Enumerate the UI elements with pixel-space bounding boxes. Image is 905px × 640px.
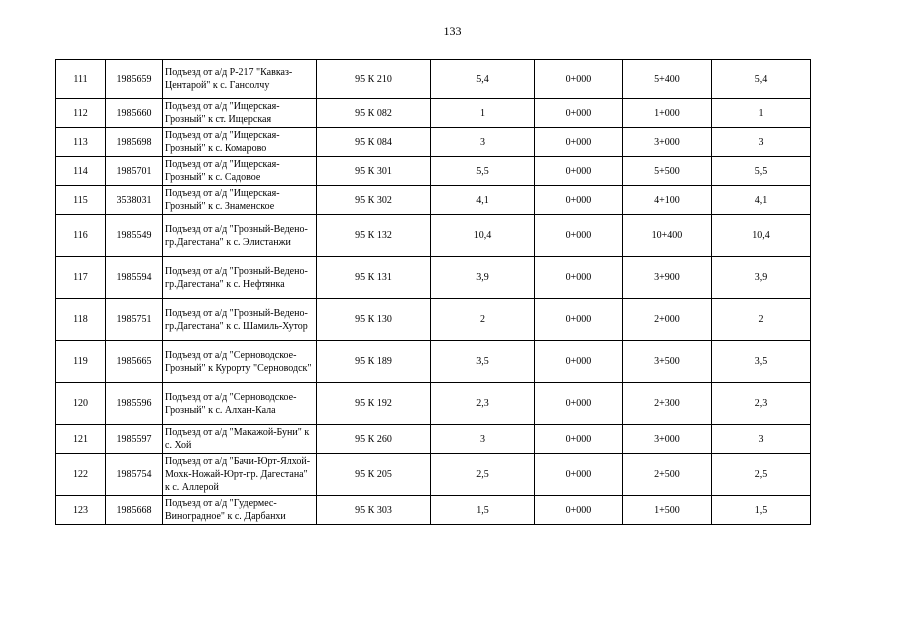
table-row — [56, 128, 811, 157]
road-code: 95 К 302 — [317, 186, 431, 215]
start-km: 0+000 — [535, 341, 623, 383]
end-km: 1+000 — [623, 99, 712, 128]
start-km: 0+000 — [535, 60, 623, 99]
road-id: 1985659 — [106, 60, 163, 99]
total-length: 2,3 — [712, 383, 811, 425]
row-number: 118 — [56, 299, 106, 341]
road-name: Подъезд от а/д "Ищерская-Грозный" к с. Комарово — [163, 128, 317, 157]
road-code: 95 К 084 — [317, 128, 431, 157]
road-name: Подъезд от а/д "Гудермес-Виноградное" к с. Дарбанхи — [163, 496, 317, 525]
row-number: 115 — [56, 186, 106, 215]
start-km: 0+000 — [535, 99, 623, 128]
row-number: 123 — [56, 496, 106, 525]
road-code: 95 К 260 — [317, 425, 431, 454]
table-row — [56, 257, 811, 299]
row-number: 119 — [56, 341, 106, 383]
road-name: Подъезд от а/д Р-217 "Кавказ-Центарой" к с. Гансолчу — [163, 60, 317, 99]
road-length: 3,9 — [431, 257, 535, 299]
road-name: Подъезд от а/д "Грозный-Ведено-гр.Дагестана" к с. Нефтянка — [163, 257, 317, 299]
end-km: 2+000 — [623, 299, 712, 341]
table-body — [56, 60, 811, 525]
end-km: 3+000 — [623, 425, 712, 454]
road-name: Подъезд от а/д "Ищерская-Грозный" к с. Садовое — [163, 157, 317, 186]
total-length: 3 — [712, 425, 811, 454]
road-id: 1985596 — [106, 383, 163, 425]
total-length: 2,5 — [712, 454, 811, 496]
start-km: 0+000 — [535, 128, 623, 157]
start-km: 0+000 — [535, 454, 623, 496]
road-id: 1985549 — [106, 215, 163, 257]
start-km: 0+000 — [535, 496, 623, 525]
row-number: 114 — [56, 157, 106, 186]
table-row — [56, 383, 811, 425]
road-name: Подъезд от а/д "Бачи-Юрт-Ялхой-Мохк-Ножай-Юрт-гр. Дагестана" к с. Аллерой — [163, 454, 317, 496]
road-length: 4,1 — [431, 186, 535, 215]
row-number: 120 — [56, 383, 106, 425]
page-number: 133 — [443, 24, 462, 38]
road-length: 2,5 — [431, 454, 535, 496]
road-length: 2,3 — [431, 383, 535, 425]
road-id: 1985594 — [106, 257, 163, 299]
total-length: 3,9 — [712, 257, 811, 299]
road-id: 1985665 — [106, 341, 163, 383]
road-name: Подъезд от а/д "Грозный-Ведено-гр.Дагестана" к с. Шамиль-Хутор — [163, 299, 317, 341]
road-code: 95 К 130 — [317, 299, 431, 341]
road-length: 5,5 — [431, 157, 535, 186]
total-length: 4,1 — [712, 186, 811, 215]
road-name: Подъезд от а/д "Ищерская-Грозный" к ст. Ищерская — [163, 99, 317, 128]
end-km: 5+400 — [623, 60, 712, 99]
row-number: 122 — [56, 454, 106, 496]
table-row — [56, 99, 811, 128]
row-number: 121 — [56, 425, 106, 454]
road-name: Подъезд от а/д "Ищерская-Грозный" к с. Знаменское — [163, 186, 317, 215]
total-length: 2 — [712, 299, 811, 341]
road-length: 10,4 — [431, 215, 535, 257]
end-km: 1+500 — [623, 496, 712, 525]
total-length: 1,5 — [712, 496, 811, 525]
table-row — [56, 299, 811, 341]
road-id: 1985754 — [106, 454, 163, 496]
end-km: 2+300 — [623, 383, 712, 425]
start-km: 0+000 — [535, 299, 623, 341]
road-name: Подъезд от а/д "Серноводское-Грозный" к с. Алхан-Кала — [163, 383, 317, 425]
road-code: 95 К 205 — [317, 454, 431, 496]
table-row — [56, 496, 811, 525]
start-km: 0+000 — [535, 383, 623, 425]
end-km: 3+000 — [623, 128, 712, 157]
road-id: 1985660 — [106, 99, 163, 128]
row-number: 117 — [56, 257, 106, 299]
road-code: 95 К 132 — [317, 215, 431, 257]
end-km: 4+100 — [623, 186, 712, 215]
table-row — [56, 157, 811, 186]
road-id: 1985698 — [106, 128, 163, 157]
row-number: 111 — [56, 60, 106, 99]
road-length: 3 — [431, 128, 535, 157]
end-km: 3+500 — [623, 341, 712, 383]
road-id: 1985701 — [106, 157, 163, 186]
total-length: 5,4 — [712, 60, 811, 99]
road-id: 1985597 — [106, 425, 163, 454]
road-length: 2 — [431, 299, 535, 341]
road-code: 95 К 301 — [317, 157, 431, 186]
road-id: 1985751 — [106, 299, 163, 341]
table-row — [56, 60, 811, 99]
road-name: Подъезд от а/д "Макажой-Буни" к с. Хой — [163, 425, 317, 454]
end-km: 5+500 — [623, 157, 712, 186]
total-length: 10,4 — [712, 215, 811, 257]
road-length: 3 — [431, 425, 535, 454]
road-id: 1985668 — [106, 496, 163, 525]
road-code: 95 К 189 — [317, 341, 431, 383]
row-number: 116 — [56, 215, 106, 257]
road-length: 5,4 — [431, 60, 535, 99]
road-length: 1 — [431, 99, 535, 128]
table-row — [56, 215, 811, 257]
start-km: 0+000 — [535, 425, 623, 454]
total-length: 3 — [712, 128, 811, 157]
road-id: 3538031 — [106, 186, 163, 215]
road-name: Подъезд от а/д "Серноводское-Грозный" к Курорту "Серноводск" — [163, 341, 317, 383]
table-row — [56, 341, 811, 383]
total-length: 3,5 — [712, 341, 811, 383]
total-length: 5,5 — [712, 157, 811, 186]
end-km: 10+400 — [623, 215, 712, 257]
table-row — [56, 454, 811, 496]
road-code: 95 К 192 — [317, 383, 431, 425]
total-length: 1 — [712, 99, 811, 128]
start-km: 0+000 — [535, 186, 623, 215]
table-row — [56, 425, 811, 454]
road-code: 95 К 303 — [317, 496, 431, 525]
road-length: 1,5 — [431, 496, 535, 525]
row-number: 113 — [56, 128, 106, 157]
start-km: 0+000 — [535, 157, 623, 186]
end-km: 3+900 — [623, 257, 712, 299]
road-name: Подъезд от а/д "Грозный-Ведено-гр.Дагестана" к с. Элистанжи — [163, 215, 317, 257]
road-code: 95 К 210 — [317, 60, 431, 99]
road-code: 95 К 131 — [317, 257, 431, 299]
row-number: 112 — [56, 99, 106, 128]
roads-table — [55, 59, 811, 525]
start-km: 0+000 — [535, 215, 623, 257]
road-length: 3,5 — [431, 341, 535, 383]
end-km: 2+500 — [623, 454, 712, 496]
start-km: 0+000 — [535, 257, 623, 299]
table-row — [56, 186, 811, 215]
road-code: 95 К 082 — [317, 99, 431, 128]
